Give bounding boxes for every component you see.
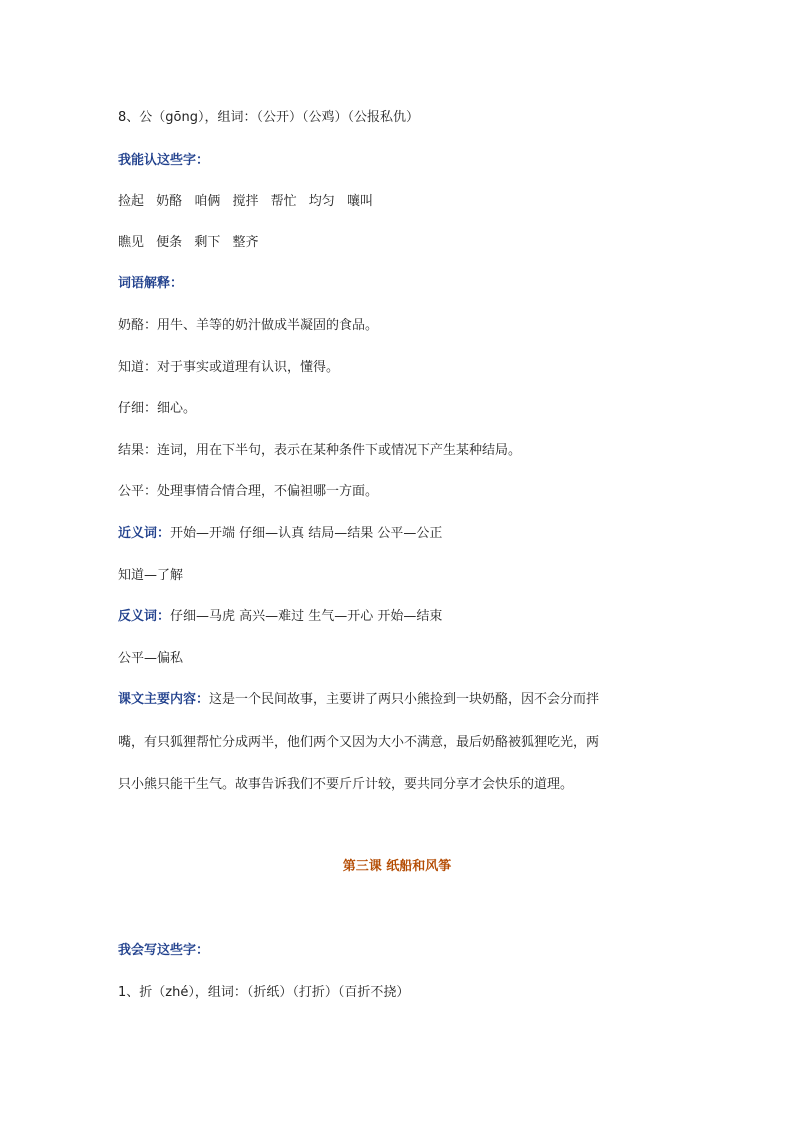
word: 剩下 <box>194 235 221 250</box>
antonym-row <box>118 607 442 627</box>
word: 捡起 <box>118 194 145 209</box>
word: 搅拌 <box>232 194 259 209</box>
summary-text-1: 这是一个民间故事，主要讲了两只小熊捡到一块奶酪，因不会分而拌 <box>209 692 600 707</box>
recognize-words-row-2 <box>118 233 266 253</box>
section-label-write: 我会写这些字： <box>118 943 210 958</box>
section-label-recognize: 我能认这些字： <box>118 153 210 168</box>
synonym-text: 开始—开端 仔细—认真 结局—结果 公平—公正 <box>170 526 443 541</box>
word: 嚷叫 <box>346 194 373 209</box>
word: 奶酪 <box>156 194 183 209</box>
definition-zixi: 仔细：细心。 <box>118 401 197 416</box>
definition-gongping: 公平：处理事情合情合理，不偏袒哪一方面。 <box>118 484 379 499</box>
word: 帮忙 <box>270 194 297 209</box>
definition-jieguo: 结果：连词，用在下半句，表示在某种条件下或情况下产生某种结局。 <box>118 443 522 458</box>
section-label-summary: 课文主要内容： <box>118 692 210 707</box>
definition-zhidao: 知道：对于事实或道理有认识，懂得。 <box>118 360 340 375</box>
word: 便条 <box>156 235 183 250</box>
word: 整齐 <box>232 235 259 250</box>
synonym-row <box>118 524 442 544</box>
summary-row-2: 嘴，有只狐狸帮忙分成两半，他们两个又因为大小不满意，最后奶酪被狐狸吃光，两 <box>118 735 600 750</box>
summary-row-1 <box>118 690 599 710</box>
definition-naolao: 奶酪：用牛、羊等的奶汁做成半凝固的食品。 <box>118 318 379 333</box>
antonym-row-2: 公平—偏私 <box>118 651 184 666</box>
word: 咱俩 <box>194 194 221 209</box>
summary-row-3: 只小熊只能干生气。故事告诉我们不要斤斤计较，要共同分享才会快乐的道理。 <box>118 777 574 792</box>
synonym-row-2: 知道—了解 <box>118 568 184 583</box>
char-entry-zhe: 1、折（zhé），组词：（折纸）（打折）（百折不挠） <box>118 985 410 1000</box>
word: 瞧见 <box>118 235 145 250</box>
section-label-explain: 词语解释： <box>118 276 184 291</box>
recognize-words-row-1 <box>118 192 381 212</box>
word: 均匀 <box>308 194 335 209</box>
antonym-text: 仔细—马虎 高兴—难过 生气—开心 开始—结束 <box>170 609 443 624</box>
section-label-antonym: 反义词： <box>118 609 171 624</box>
lesson-title: 第三课 纸船和风筝 <box>342 859 452 874</box>
char-entry-gong: 8、公（gōng），组词：（公开）（公鸡）（公报私仇） <box>118 110 419 125</box>
section-label-synonym: 近义词： <box>118 526 171 541</box>
